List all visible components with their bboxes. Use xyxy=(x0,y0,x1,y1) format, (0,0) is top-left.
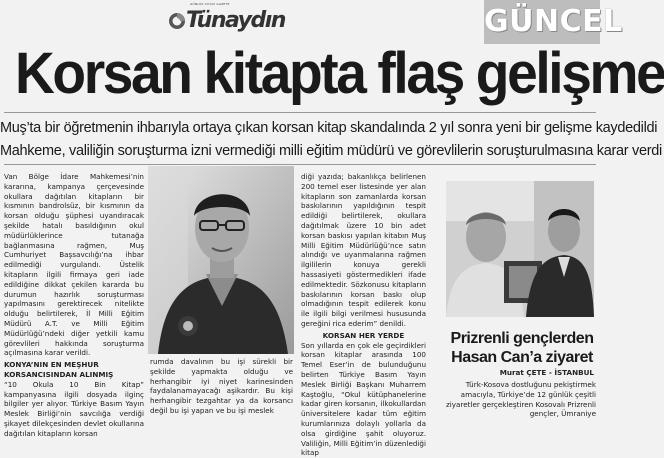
paragraph: “10 Okula 10 Bin Kitap” kampanyasına ilgili dosyada ilginç bilgiler yer alıyor. Türkiye Basım Yayın Meslek Birliği’nin savcılığa verdiği şikayet dilekçesinden devlet okullarına dağıtılan kitapların korsan xyxy=(4,379,144,438)
divider xyxy=(4,164,596,165)
subheadline-1: Muş’ta bir öğretmenin ihbarıyla ortaya çıkan korsan kitap skandalında 2 yıl sonra yeni bir gelişme kaydedildi xyxy=(0,120,658,136)
article-column-1 xyxy=(4,172,144,439)
divider xyxy=(4,112,596,113)
side-story-body: Türk-Kosova dostluğunu pekiştirmek amacıyla, Türkiye’de 12 günlük çeşitli ziyaretler gerçekleştiren Kosovalı Prizrenli gençler, Ümraniye xyxy=(446,380,597,419)
side-story-photo xyxy=(446,181,594,317)
article-subheading: KORSAN HER YERDE xyxy=(322,330,405,340)
portrait-photo xyxy=(148,166,294,354)
paragraph: Son yıllarda en çok ele geçirdikleri korsan kitaplar arasında 100 Temel Eser’in de bulunduğunu belirten Türkiye Basım Yayın Meslek Birliği Başkanı Muharrem Kaştoğlu, “Okul kütüphanelerine kadar giren korsanın, ilkokullardan üniversitelere kadar tüm eğitim kurumlarınıza dolaylı yollarla da olsa girdiğine şahit oluyoruz. Valiliğin, Milli Eğitim’in düzenlediği kitap xyxy=(301,340,426,458)
side-story-headline-1: Prizrenli gençlerden xyxy=(450,330,594,347)
logo-emblem-icon xyxy=(168,12,186,30)
side-story-headline-2: Hasan Can’a ziyaret xyxy=(451,349,593,366)
side-story-byline: Murat ÇETE - İSTANBUL xyxy=(499,368,594,377)
paragraph: rumda davalının bu işi sürekli bir şekilde yapmakta olduğu ve herhangibir iyi niyet karinesinden faydalanamayacağı aşikardır. Bu kişi herhangibir tezgahtar ya da korsancı değil bu işi yapan ve bu işi meslek xyxy=(150,357,293,415)
article-column-2 xyxy=(150,357,293,416)
main-headline: Korsan kitapta flaş gelişme xyxy=(15,41,664,106)
paragraph: diği yazıda; bakanlıkça belirlenen 200 temel eser listesinde yer alan kitapların son zamanlarda korsan baskılarının yapıldığının tespit edildiği belirtilerek, okullara dağıtılmak üzere 10 bin adet korsan baskısı yapılan kitabın Muş Milli Eğitim Müdürlüğü’nce satın alındığı ve uyanmalarına rağmen ilgililerin konuya gerekli hassasiyeti göstermedikleri ifade edilmektedir. Sözkonusu kitapların baskılarının korsan baskı olup olmadığının tespit edilerek konu ile ilgili bilgi verilmesi hususunda gereğini rica ederim” denildi. xyxy=(301,172,426,328)
paragraph: Van Bölge İdare Mahkemesi’nin kararına, kampanya çerçevesinde okullara dağıtılan kitapların bir kısmının bandrolsüz, bir kısmının da korsan olduğu şüphesi uyandıracak şekilde hatalı basıldığının okul müdürlüklerince tutanağa bağlanmasına rağmen, Muş Cumhuriyet Başsavcılığı’na ihbar edilmediği vurgulandı. Üstelik kitapların ilgili firmaya geri iade edildiğine dikkat çekilen kararda bu durumun hazırlık soruşturması yapılmasını gerektirecek nitelikte olduğu belirtilerek, İl Milli Eğitim Müdürü A.T. ve Milli Eğitim Müdürlüğü’ndeki diğer yetkili kamu görevlileri hakkında soruşturma açılmasına karar verildi. xyxy=(4,172,144,358)
group-photo-image xyxy=(446,181,594,317)
subheadline-2: Mahkeme, valiliğin soruşturma izni vermediği milli eğitim müdürü ve görevlilerin soruşturulmasına karar verdi xyxy=(0,143,662,159)
masthead xyxy=(0,0,623,44)
logo-tagline: GÜNLÜK SİYASİ GAZETE xyxy=(190,2,230,6)
article-subheading: KONYA’NIN EN MEŞHUR KORSANCISINDAN ALINMIŞ xyxy=(4,360,114,379)
newspaper-logo xyxy=(168,2,285,38)
article-column-3 xyxy=(301,172,426,458)
portrait-image xyxy=(148,166,294,354)
logo-text: Tünaydın xyxy=(186,8,285,33)
section-tag: GÜNCEL xyxy=(484,0,600,44)
